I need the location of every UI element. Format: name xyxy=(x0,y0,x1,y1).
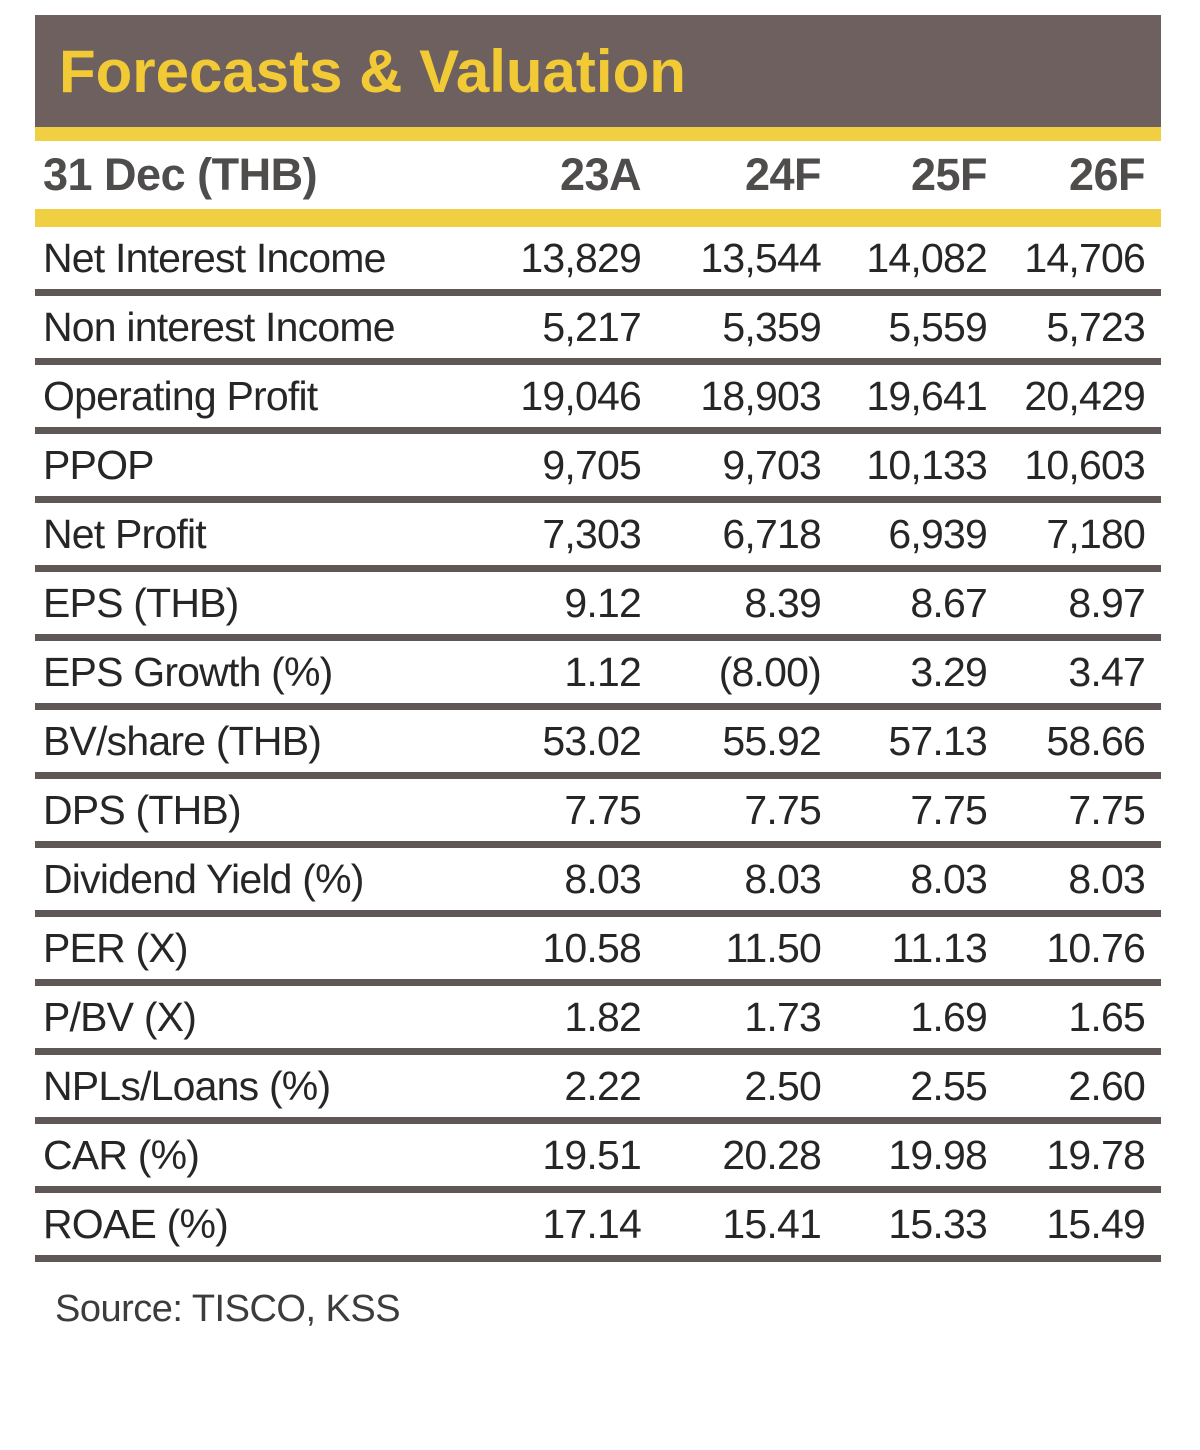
value-26f: 1.65 xyxy=(1068,993,1145,1040)
table-row xyxy=(35,572,1161,641)
row-label: EPS Growth (%) xyxy=(43,648,333,695)
table-row xyxy=(35,779,1161,848)
value-26f: 15.49 xyxy=(1046,1200,1145,1247)
value-26f: 10.76 xyxy=(1046,924,1145,971)
value-25f: 10,133 xyxy=(866,441,987,488)
value-24f: 20.28 xyxy=(722,1131,821,1178)
value-24f: 1.73 xyxy=(744,993,821,1040)
table-title-bar xyxy=(35,15,1161,127)
value-26f: 3.47 xyxy=(1068,648,1145,695)
table-row xyxy=(35,641,1161,710)
value-25f: 19,641 xyxy=(866,372,987,419)
table-body xyxy=(35,227,1161,1262)
value-23a: 53.02 xyxy=(542,717,641,764)
value-24f: 13,544 xyxy=(700,234,821,281)
forecasts-valuation-table xyxy=(35,15,1161,1331)
value-23a: 8.03 xyxy=(564,855,641,902)
value-23a: 1.82 xyxy=(564,993,641,1040)
value-23a: 19,046 xyxy=(520,372,641,419)
row-label: NPLs/Loans (%) xyxy=(43,1062,331,1109)
table-row xyxy=(35,848,1161,917)
value-25f: 7.75 xyxy=(910,786,987,833)
value-24f: 8.03 xyxy=(744,855,821,902)
value-25f: 15.33 xyxy=(888,1200,987,1247)
value-25f: 2.55 xyxy=(910,1062,987,1109)
value-26f: 8.03 xyxy=(1068,855,1145,902)
value-24f: 11.50 xyxy=(725,924,821,971)
value-26f: 7,180 xyxy=(1046,510,1145,557)
row-label: ROAE (%) xyxy=(43,1200,228,1247)
column-header-row xyxy=(35,141,1161,209)
value-26f: 58.66 xyxy=(1046,717,1145,764)
yellow-divider-header xyxy=(35,209,1161,227)
value-23a: 13,829 xyxy=(520,234,641,281)
row-label: CAR (%) xyxy=(43,1131,200,1178)
table-row xyxy=(35,434,1161,503)
value-26f: 19.78 xyxy=(1046,1131,1145,1178)
date-label: 31 Dec (THB) xyxy=(43,149,318,200)
column-header-24f: 24F xyxy=(744,149,821,200)
row-label: P/BV (X) xyxy=(43,993,197,1040)
table-row xyxy=(35,710,1161,779)
value-25f: 1.69 xyxy=(910,993,987,1040)
table-row xyxy=(35,1193,1161,1262)
value-23a: 9.12 xyxy=(564,579,641,626)
row-label: PPOP xyxy=(43,441,154,488)
value-26f: 20,429 xyxy=(1024,372,1145,419)
row-label: Dividend Yield (%) xyxy=(43,855,364,902)
value-25f: 5,559 xyxy=(888,303,987,350)
table-row xyxy=(35,365,1161,434)
table-row xyxy=(35,917,1161,986)
column-header-25f: 25F xyxy=(910,149,987,200)
value-24f: 6,718 xyxy=(722,510,821,557)
row-label: Net Interest Income xyxy=(43,234,386,281)
value-26f: 7.75 xyxy=(1068,786,1145,833)
source-note: Source: TISCO, KSS xyxy=(55,1288,401,1330)
value-25f: 11.13 xyxy=(891,924,987,971)
value-23a: 1.12 xyxy=(564,648,641,695)
value-25f: 57.13 xyxy=(888,717,987,764)
value-24f: 55.92 xyxy=(722,717,821,764)
value-25f: 8.03 xyxy=(910,855,987,902)
value-23a: 2.22 xyxy=(564,1062,641,1109)
value-26f: 5,723 xyxy=(1046,303,1145,350)
value-23a: 5,217 xyxy=(542,303,641,350)
value-24f: (8.00) xyxy=(718,648,821,695)
row-label: PER (X) xyxy=(43,924,188,971)
value-23a: 10.58 xyxy=(542,924,641,971)
value-26f: 2.60 xyxy=(1068,1062,1145,1109)
value-24f: 18,903 xyxy=(700,372,821,419)
value-23a: 7,303 xyxy=(542,510,641,557)
table-title: Forecasts & Valuation xyxy=(59,37,686,105)
value-26f: 14,706 xyxy=(1024,234,1145,281)
row-label: EPS (THB) xyxy=(43,579,239,626)
row-label: Net Profit xyxy=(43,510,206,557)
row-label: Operating Profit xyxy=(43,372,318,419)
value-25f: 3.29 xyxy=(910,648,987,695)
row-label: BV/share (THB) xyxy=(43,717,322,764)
value-25f: 8.67 xyxy=(910,579,987,626)
table-row xyxy=(35,1124,1161,1193)
value-25f: 19.98 xyxy=(888,1131,987,1178)
yellow-divider-top xyxy=(35,127,1161,141)
table-row xyxy=(35,986,1161,1055)
row-label: DPS (THB) xyxy=(43,786,241,833)
table-row xyxy=(35,503,1161,572)
column-header-26f: 26F xyxy=(1068,149,1145,200)
value-24f: 8.39 xyxy=(744,579,821,626)
value-24f: 15.41 xyxy=(722,1200,821,1247)
value-26f: 10,603 xyxy=(1024,441,1145,488)
value-26f: 8.97 xyxy=(1068,579,1145,626)
row-label: Non interest Income xyxy=(43,303,395,350)
value-23a: 17.14 xyxy=(542,1200,641,1247)
value-24f: 2.50 xyxy=(744,1062,821,1109)
value-25f: 14,082 xyxy=(866,234,987,281)
table-row xyxy=(35,1055,1161,1124)
table-row xyxy=(35,296,1161,365)
value-23a: 19.51 xyxy=(542,1131,641,1178)
value-23a: 7.75 xyxy=(564,786,641,833)
value-24f: 9,703 xyxy=(722,441,821,488)
table-row xyxy=(35,227,1161,296)
value-24f: 7.75 xyxy=(744,786,821,833)
column-header-23a: 23A xyxy=(559,149,641,200)
value-23a: 9,705 xyxy=(542,441,641,488)
value-25f: 6,939 xyxy=(888,510,987,557)
value-24f: 5,359 xyxy=(722,303,821,350)
